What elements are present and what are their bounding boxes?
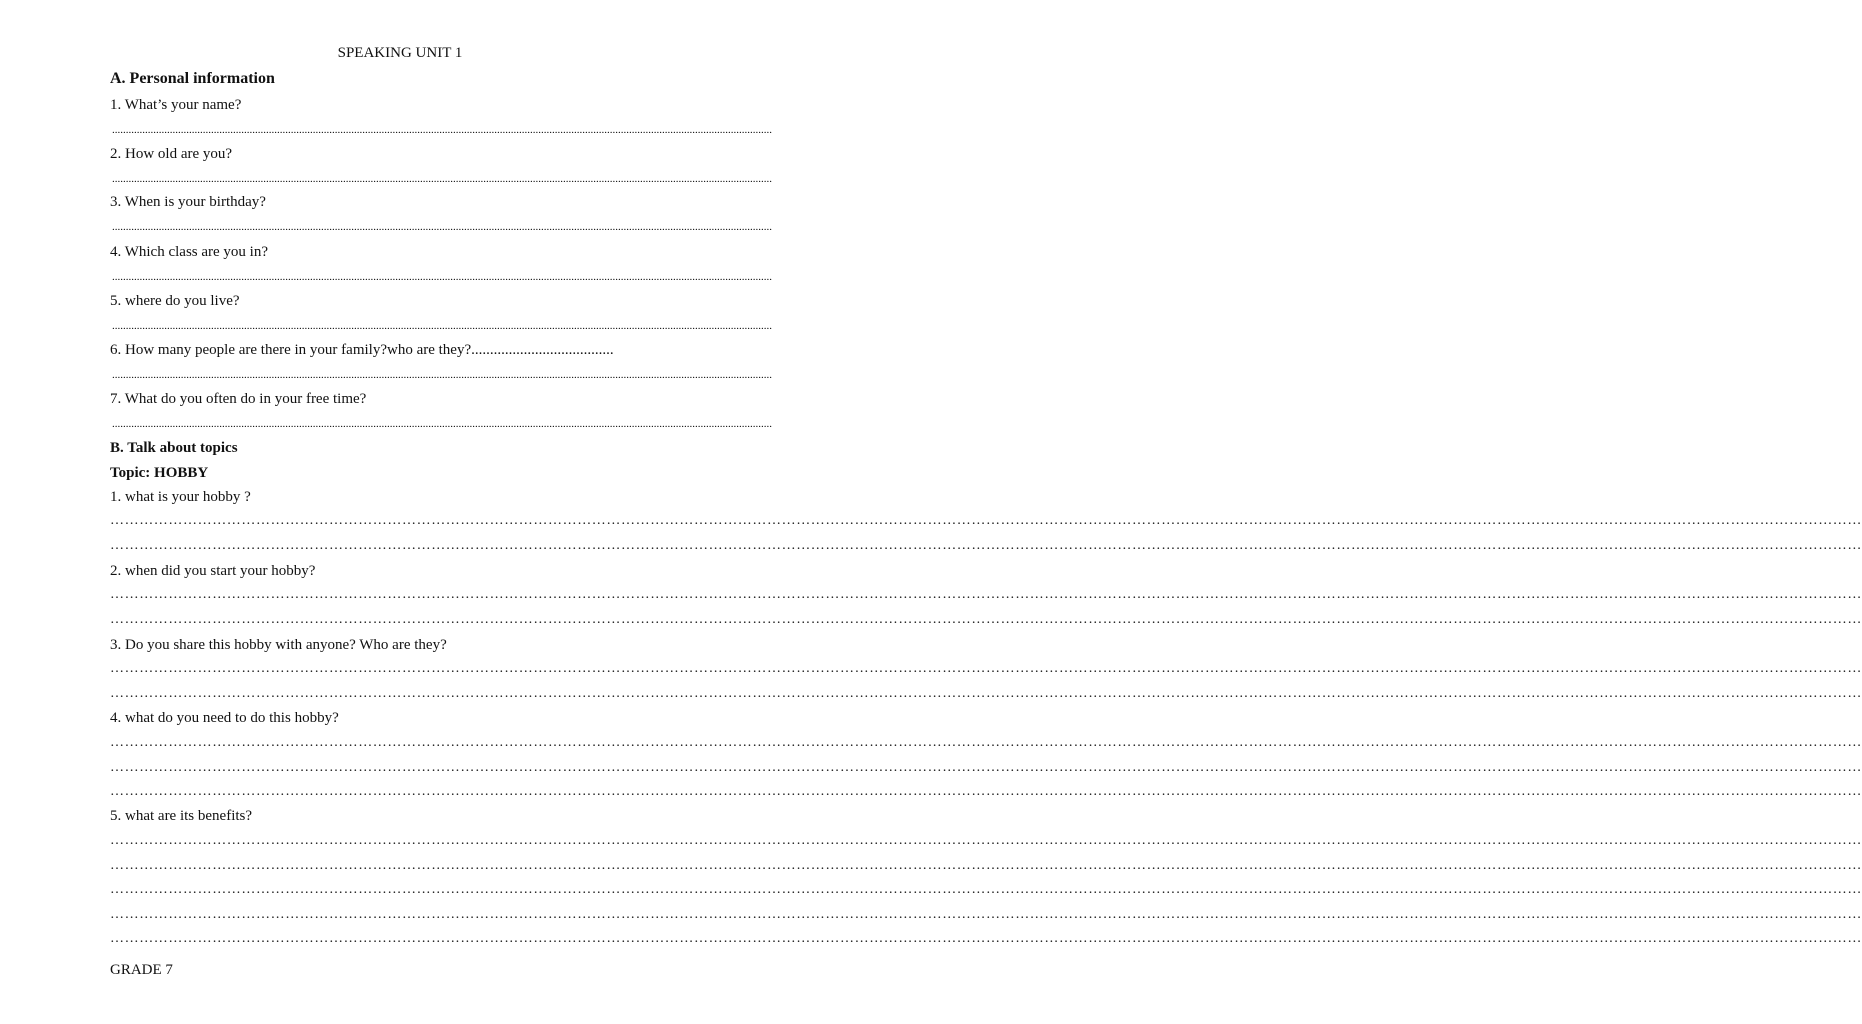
answer-line: ………………………………………………………………………………………………………………………………………………………………………………………………………………………………………………………………………………………………………………………………	[110, 931, 1862, 946]
answer-line: ………………………………………………………………………………………………………………………………………………………………………………………………………………………………………………………………………………………………………………………………	[110, 661, 1862, 676]
answer-line: ………………………………………………………………………………………………………………………………………………………………………………………………………………………………………………………………………………………………………………………………	[110, 612, 1862, 627]
answer-line: ................................................................................................................................................................................................................................................	[112, 320, 772, 332]
section-b-heading: B. Talk about topics	[110, 440, 238, 456]
answer-line: ................................................................................................................................................................................................................................................	[112, 418, 772, 430]
question-b4: 4. what do you need to do this hobby?	[110, 710, 339, 726]
question-b2: 2. when did you start your hobby?	[110, 563, 316, 579]
question-a7: 7. What do you often do in your free time?	[110, 391, 367, 407]
answer-line: ………………………………………………………………………………………………………………………………………………………………………………………………………………………………………………………………………………………………………………………………	[110, 858, 1862, 873]
answer-line: ………………………………………………………………………………………………………………………………………………………………………………………………………………………………………………………………………………………………………………………………	[110, 686, 1862, 701]
question-b3: 3. Do you share this hobby with anyone? Who are they?	[110, 637, 447, 653]
answer-line: ………………………………………………………………………………………………………………………………………………………………………………………………………………………………………………………………………………………………………………………………	[110, 760, 1862, 775]
page-title: SPEAKING UNIT 1	[337, 45, 463, 61]
topic-heading: Topic: HOBBY	[110, 465, 209, 481]
answer-line: ………………………………………………………………………………………………………………………………………………………………………………………………………………………………………………………………………………………………………………………………	[110, 907, 1862, 922]
answer-line: ………………………………………………………………………………………………………………………………………………………………………………………………………………………………………………………………………………………………………………………………	[110, 735, 1862, 750]
question-a1: 1. What’s your name?	[110, 97, 242, 113]
question-b5: 5. what are its benefits?	[110, 808, 253, 824]
answer-line: ................................................................................................................................................................................................................................................	[112, 271, 772, 283]
section-a-heading: A. Personal information	[110, 70, 275, 87]
answer-line: ................................................................................................................................................................................................................................................	[112, 369, 772, 381]
answer-line: ................................................................................................................................................................................................................................................	[112, 221, 772, 233]
grade-footer: GRADE 7	[110, 962, 173, 978]
answer-line: ………………………………………………………………………………………………………………………………………………………………………………………………………………………………………………………………………………………………………………………………	[110, 538, 1862, 553]
question-a5: 5. where do you live?	[110, 293, 240, 309]
answer-line: ................................................................................................................................................................................................................................................	[112, 173, 772, 185]
answer-line: ………………………………………………………………………………………………………………………………………………………………………………………………………………………………………………………………………………………………………………………………	[110, 833, 1862, 848]
answer-line: ………………………………………………………………………………………………………………………………………………………………………………………………………………………………………………………………………………………………………………………………	[110, 882, 1862, 897]
question-a6: 6. How many people are there in your family?who are they?......................................	[110, 342, 614, 358]
question-a4: 4. Which class are you in?	[110, 244, 269, 260]
answer-line: ………………………………………………………………………………………………………………………………………………………………………………………………………………………………………………………………………………………………………………………………	[110, 513, 1862, 528]
answer-line: ………………………………………………………………………………………………………………………………………………………………………………………………………………………………………………………………………………………………………………………………	[110, 587, 1862, 602]
question-a2: 2. How old are you?	[110, 146, 233, 162]
question-b1: 1. what is your hobby ?	[110, 489, 251, 505]
question-a3: 3. When is your birthday?	[110, 194, 266, 210]
answer-line: ................................................................................................................................................................................................................................................	[112, 124, 772, 136]
answer-line: ………………………………………………………………………………………………………………………………………………………………………………………………………………………………………………………………………………………………………………………………	[110, 784, 1862, 799]
